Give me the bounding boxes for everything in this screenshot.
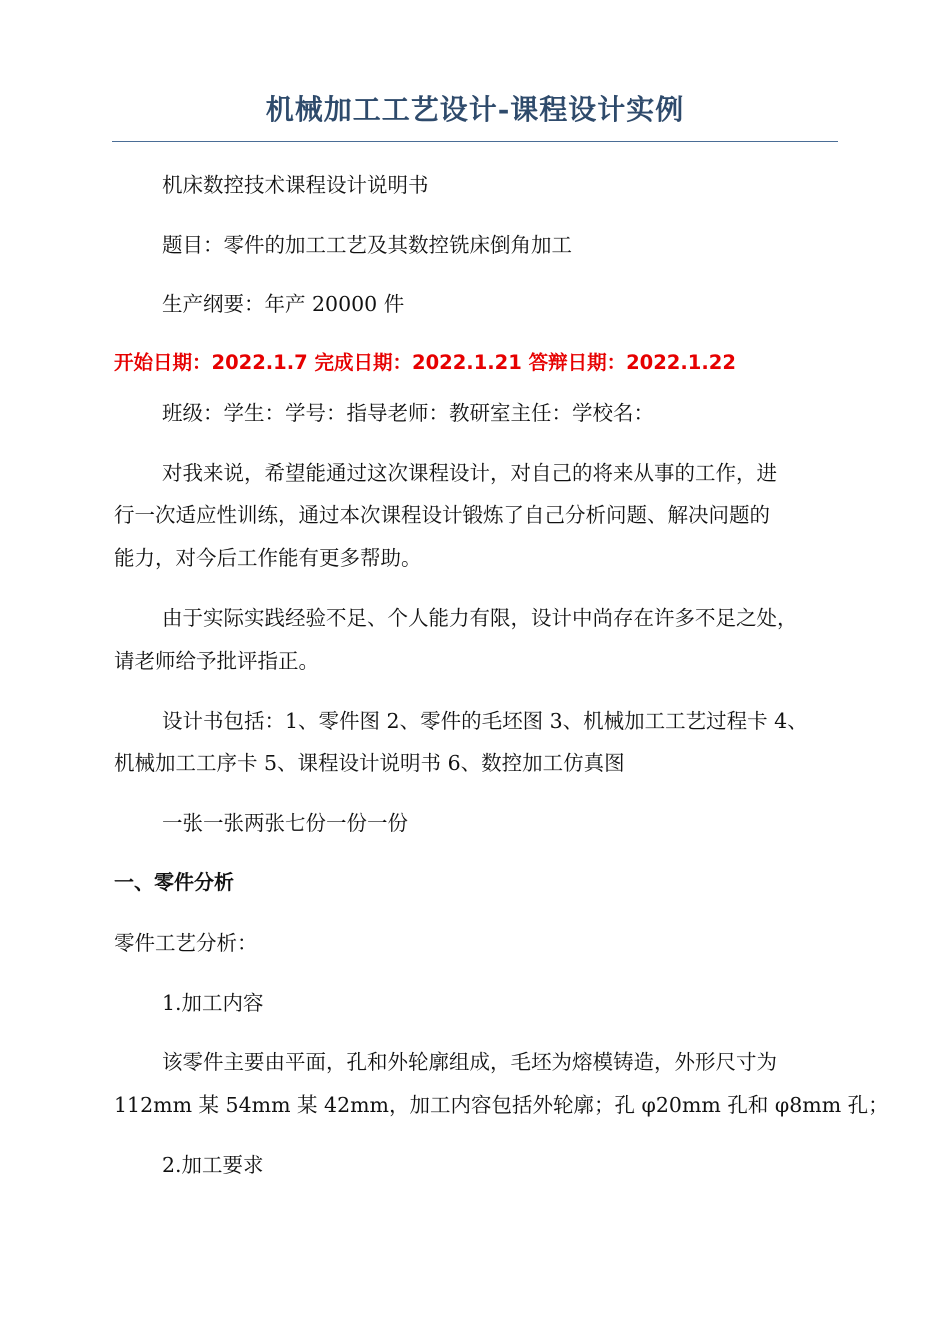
section-p5-line1: 该零件主要由平面，孔和外轮廓组成，毛坯为熔模铸造，外形尺寸为 (162, 1050, 777, 1074)
section-p5-line2: 112mm 某 54mm 某 42mm，加工内容包括外轮廓；孔 φ20mm 孔和 φ8mm 孔； (114, 1093, 889, 1117)
intro-p3-line1: 设计书包括：1、零件图 2、零件的毛坯图 3、机械加工工艺过程卡 4、 (162, 709, 808, 733)
intro-p2-line2: 请老师给予批评指正。 (114, 649, 319, 673)
production-line: 生产纲要：年产 20000 件 (162, 292, 405, 316)
item-1-heading: 1.加工内容 (162, 991, 264, 1015)
title-divider (112, 141, 838, 142)
section-heading: 一、零件分析 (114, 870, 234, 894)
info-line: 班级：学生：学号：指导老师：教研室主任：学校名： (162, 401, 654, 425)
item-2-heading: 2.加工要求 (162, 1153, 264, 1177)
dates-line: 开始日期：2022.1.7 完成日期：2022.1.21 答辩日期：2022.1.22 (114, 351, 736, 374)
intro-p1-line1: 对我来说，希望能通过这次课程设计，对自己的将来从事的工作，进 (162, 461, 777, 485)
section-subheading: 零件工艺分析： (114, 931, 258, 955)
topic-line: 题目：零件的加工工艺及其数控铣床倒角加工 (162, 233, 572, 257)
document-title: 机械加工工艺设计-课程设计实例 (265, 93, 685, 126)
intro-p2-line1: 由于实际实践经验不足、个人能力有限，设计中尚存在许多不足之处， (162, 606, 798, 630)
intro-p1-line2: 行一次适应性训练，通过本次课程设计锻炼了自己分析问题、解决问题的 (114, 503, 770, 527)
intro-p3-line2: 机械加工工序卡 5、课程设计说明书 6、数控加工仿真图 (114, 751, 625, 775)
intro-p4: 一张一张两张七份一份一份 (162, 811, 408, 835)
subject-line: 机床数控技术课程设计说明书 (162, 173, 429, 197)
intro-p1-line3: 能力，对今后工作能有更多帮助。 (114, 546, 422, 570)
